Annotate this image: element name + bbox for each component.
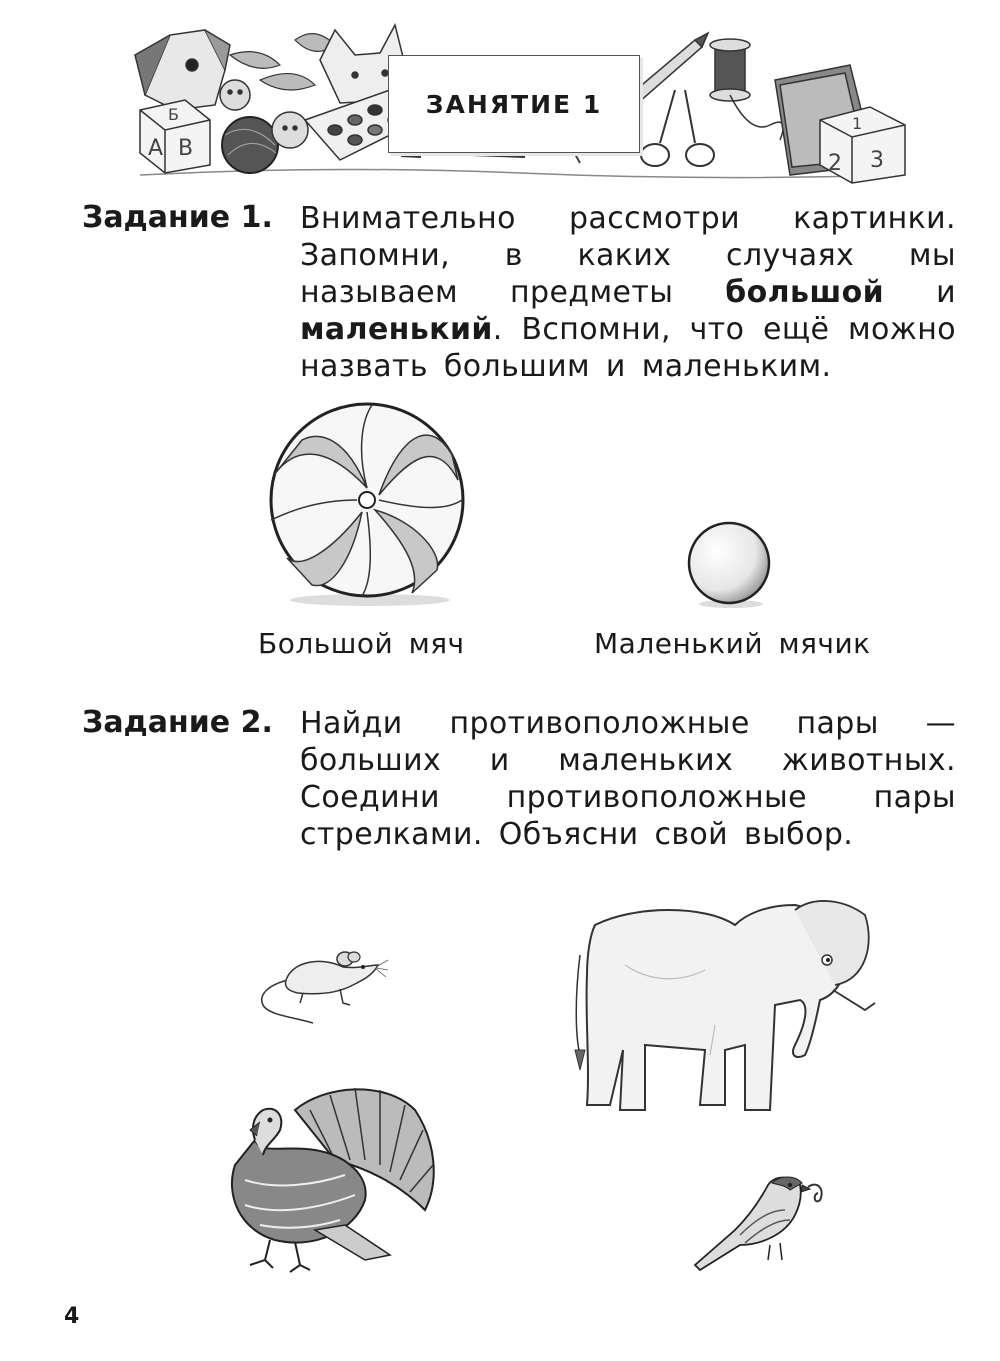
task1-text-a: Внимательно рассмотри картинки. Запомни, в каких случаях мы называем предметы <box>300 201 956 310</box>
leaves-icon <box>230 34 335 90</box>
task1-bold-small: маленький <box>300 312 493 347</box>
svg-text:Б: Б <box>168 105 179 124</box>
lesson-title-box <box>388 55 640 153</box>
elephant-illustration <box>565 885 925 1135</box>
big-ball-illustration <box>262 400 472 610</box>
number-cube-icon <box>820 107 905 183</box>
page-number: 4 <box>64 1304 80 1329</box>
dog-sketch-icon <box>135 30 230 110</box>
task1-text-b: . Вспомни, что ещё можно назвать большим и маленьким. <box>300 312 956 384</box>
lesson-title: ЗАНЯТИЕ 1 <box>425 89 603 119</box>
svg-text:2: 2 <box>828 151 842 176</box>
task1-conj: и <box>936 275 956 310</box>
small-ball-illustration <box>685 520 775 610</box>
mouse-illustration <box>258 945 388 1030</box>
scissors-icon <box>641 90 714 166</box>
svg-text:1: 1 <box>852 114 863 133</box>
svg-text:В: В <box>178 136 194 161</box>
task1-bold-big: большой <box>725 275 885 310</box>
pencil-icon <box>630 33 708 103</box>
big-ball-caption: Большой мяч <box>258 627 465 660</box>
yarn-ball-icon <box>222 117 278 173</box>
task1-text <box>300 200 956 385</box>
letter-cube-icon <box>140 100 210 173</box>
task1-label: Задание 1. <box>82 200 273 235</box>
svg-text:3: 3 <box>870 148 884 173</box>
svg-text:А: А <box>148 136 164 161</box>
thread-spool-icon <box>710 39 783 140</box>
task2-label: Задание 2. <box>82 705 273 740</box>
task2-text: Найди противоположные пары — больших и маленьких животных. Соедини противоположные пары стрелками. Объясни свой выбор. <box>300 706 956 852</box>
sparrow-illustration <box>690 1165 840 1280</box>
small-ball-caption: Маленький мячик <box>594 627 871 660</box>
turkey-illustration <box>215 1080 445 1280</box>
